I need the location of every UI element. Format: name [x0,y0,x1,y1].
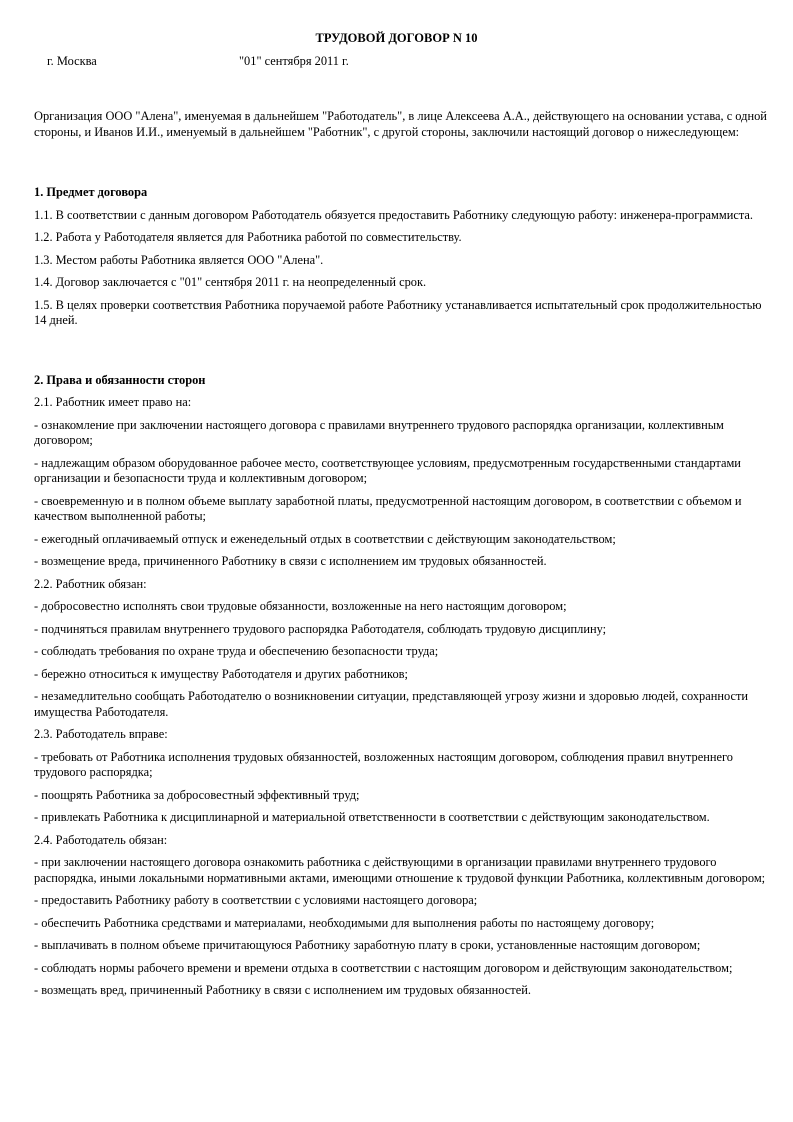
list-item: - ежегодный оплачиваемый отпуск и еженедельный отдых в соответствии с действующим законодательством; [34,531,616,546]
intro-paragraph: Организация ООО "Алена", именуемая в дальнейшем "Работодатель", в лице Алексеева А.А., действующего на основании устава, с одной стороны, и Иванов И.И., именуемый в дальнейшем "Работник", с другой стороны, заключили настоящий договор о нижеследующем: [34,109,767,139]
list-item: - ознакомление при заключении настоящего договора с правилами внутреннего трудового распорядка организации, коллективным договором; [34,417,724,447]
list-item: - надлежащим образом оборудованное рабочее место, соответствующее условиям, предусмотренным государственными стандартами организации и безопасности труда и коллективным договором; [34,455,741,485]
clause-1-4: 1.4. Договор заключается с "01" сентября 2011 г. на неопределенный срок. [34,275,427,289]
section-rights-duties [34,373,774,999]
list-item: - обеспечить Работника средствами и материалами, необходимыми для выполнения работы по настоящему договору; [34,915,655,930]
section-heading: 1. Предмет договора [34,185,148,199]
section-subject [34,185,774,329]
clause-2-3: 2.3. Работодатель вправе: [34,727,168,741]
list-item: - предоставить Работнику работу в соответствии с условиями настоящего договора; [34,893,478,907]
list-item: - незамедлительно сообщать Работодателю о возникновении ситуации, представляющей угрозу жизни и здоровью людей, сохранности имущества Работодателя. [34,689,749,719]
list-item: - подчиняться правилам внутреннего трудового распорядка Работодателя, соблюдать трудовую дисциплину; [34,621,607,636]
list-item: - соблюдать требования по охране труда и обеспечению безопасности труда; [34,644,439,658]
document-body [34,109,774,1006]
clause-1-5: 1.5. В целях проверки соответствия Работника поручаемой работе Работнику устанавливается испытательный срок продолжительностью 14 дней. [34,297,762,327]
list-item: - выплачивать в полном объеме причитающуюся Работнику заработную плату в сроки, установленные настоящим договором; [34,938,701,952]
clause-1-2: 1.2. Работа у Работодателя является для Работника работой по совместительству. [34,230,462,244]
list-item: - добросовестно исполнять свои трудовые обязанности, возложенные на него настоящим договором; [34,599,567,613]
contract-date: "01" сентября 2011 г. [239,54,349,68]
list-item: - своевременную и в полном объеме выплату заработной платы, предусмотренной настоящим договором, в соответствии с объемом и качеством выполненной работы; [34,493,742,523]
document-title: ТРУДОВОЙ ДОГОВОР N 10 [315,31,478,45]
list-item: - бережно относиться к имуществу Работодателя и других работников; [34,666,408,681]
clause-2-1: 2.1. Работник имеет право на: [34,395,192,409]
list-item: - возмещение вреда, причиненного Работнику в связи с исполнением им трудовых обязанностей. [34,554,547,568]
list-item: - возмещать вред, причиненный Работнику в связи с исполнением им трудовых обязанностей. [34,983,531,997]
contract-city: г. Москва [47,54,97,68]
list-item: - требовать от Работника исполнения трудовых обязанностей, возложенных настоящим договором, соблюдения правил внутреннего трудового распорядка; [34,749,733,779]
list-item: - при заключении настоящего договора ознакомить работника с действующими в организации правилами внутреннего трудового распорядка, иными локальными нормативными актами, имеющими отношение к трудовой функции Работника, коллективным договором; [34,855,766,885]
clause-1-1: 1.1. В соответствии с данным договором Работодатель обязуется предоставить Работнику следующую работу: инженера-программиста. [34,207,753,222]
clause-2-2: 2.2. Работник обязан: [34,576,147,591]
list-item: - привлекать Работника к дисциплинарной и материальной ответственности в соответствии с действующим законодательством. [34,810,710,824]
clause-1-3: 1.3. Местом работы Работника является ООО "Алена". [34,252,324,267]
section-heading: 2. Права и обязанности сторон [34,372,206,387]
clause-2-4: 2.4. Работодатель обязан: [34,832,168,847]
list-item: - поощрять Работника за добросовестный эффективный труд; [34,787,360,802]
list-item: - соблюдать нормы рабочего времени и времени отдыха в соответствии с настоящим договором и действующим законодательством; [34,960,733,975]
